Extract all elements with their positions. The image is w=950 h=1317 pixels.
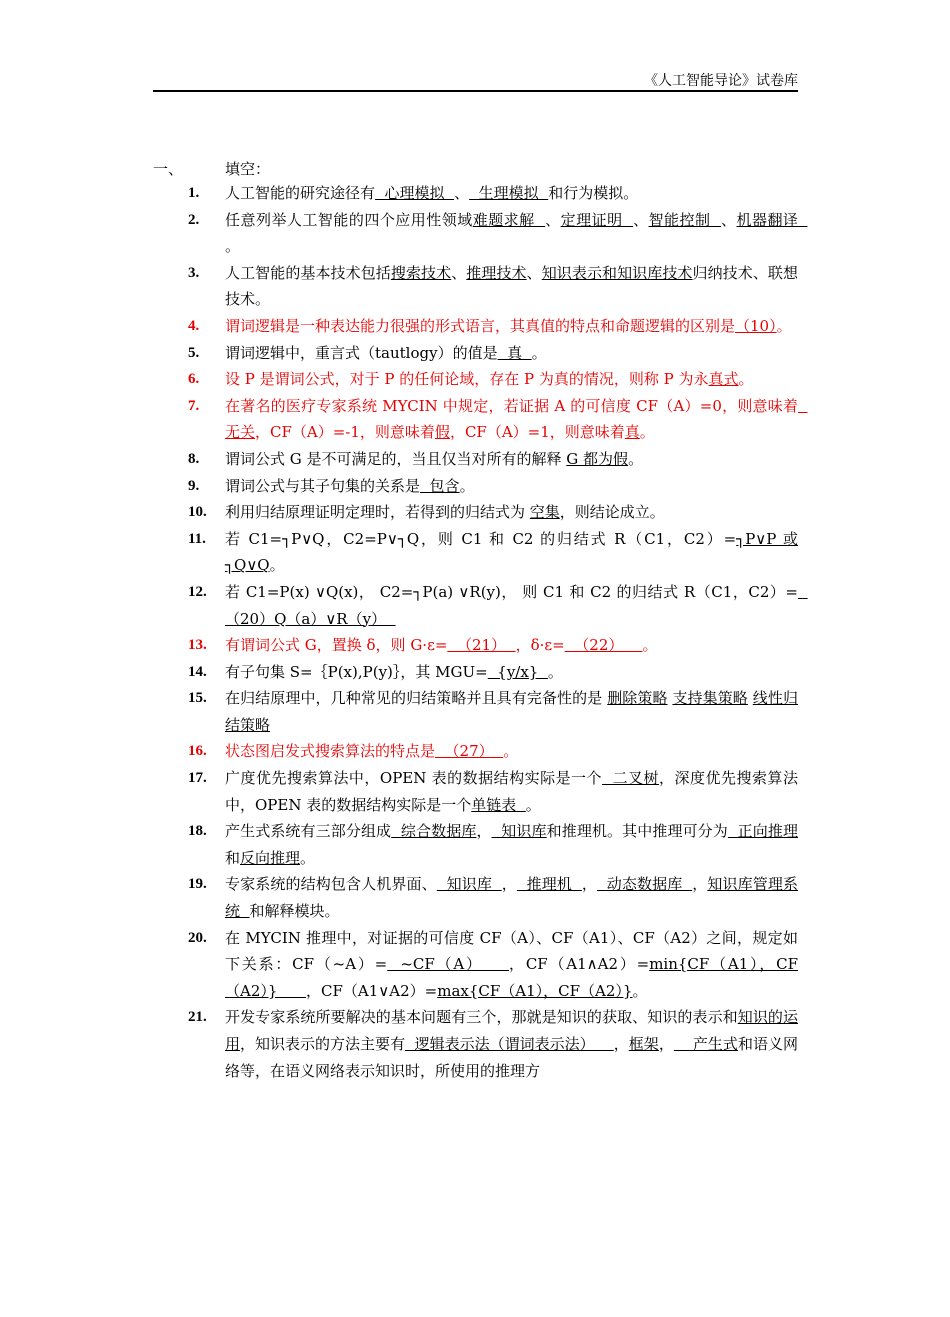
answer-blank: 综合数据库 (391, 822, 477, 841)
question-fragment: ，则结论成立。 (559, 503, 665, 522)
question-fragment: 谓词逻辑中，重言式（tautlogy）的值是 (225, 343, 498, 362)
question-number: 6. (188, 371, 200, 388)
question-text (225, 344, 547, 362)
question-text (225, 742, 518, 760)
question-fragment: 任意列举人工智能的四个应用性领域 (225, 210, 473, 229)
answer-blank: 搜索技术 (390, 263, 452, 282)
question-text (225, 875, 798, 920)
question-text (225, 636, 657, 654)
question-fragment: ，CF（A）=-1，则意味着 (255, 423, 435, 442)
question-item (153, 446, 798, 473)
question-fragment: 在著名的医疗专家系统 MYCIN 中规定，若证据 A 的可信度 CF（A）=0，则意味着 (225, 396, 798, 415)
question-number: 3. (188, 264, 200, 281)
question-fragment: 若 C1=P(x) ∨Q(x)， C2=┐P(a) ∨R(y)， 则 C1 和 C2 的归结式 R（C1，C2）= (225, 582, 798, 601)
question-fragment: ， (476, 822, 492, 841)
question-fragment: 归纳技术、联想技术。 (225, 263, 798, 309)
question-number: 17. (188, 770, 207, 787)
answer-blank: 知识库 (491, 822, 547, 841)
question-item (153, 340, 798, 367)
question-fragment: 。 (225, 237, 241, 256)
question-number: 10. (188, 504, 207, 521)
question-number: 8. (188, 450, 200, 467)
question-number: 18. (188, 823, 207, 840)
question-item (153, 738, 798, 765)
question-fragment: 。 (639, 423, 655, 442)
question-fragment: 开发专家系统所要解决的基本问题有三个，那就是知识的获取、知识的表示和 (225, 1008, 738, 1027)
question-fragment: 。 (632, 981, 648, 1000)
question-fragment: 。 (547, 662, 563, 681)
question-fragment: 若 C1=┐P∨Q，C2=P∨┐Q，则 C1 和 C2 的归结式 R（C1，C2）= (225, 529, 737, 548)
question-number: 4. (188, 317, 200, 334)
question-fragment: 。 (525, 795, 541, 814)
question-number: 15. (188, 690, 207, 707)
question-text (225, 1008, 798, 1079)
answer-blank: 删除策略 (607, 689, 668, 708)
answer-blank: 反向推理 (240, 848, 301, 867)
section-title: 填空： (225, 160, 271, 178)
question-fragment: 人工智能的研究途径有 (225, 184, 376, 202)
question-item (153, 685, 798, 738)
question-fragment: 、 (721, 210, 737, 229)
answer-blank: （27） (435, 742, 504, 761)
question-number: 19. (188, 876, 207, 893)
question-fragment: 。 (642, 636, 658, 655)
question-fragment: 、 (545, 210, 561, 229)
question-fragment: 有谓词公式 G，置换 δ，则 G·ε= (225, 636, 448, 655)
question-fragment: ， (581, 875, 597, 894)
question-number: 21. (188, 1009, 207, 1026)
question-number: 13. (188, 637, 207, 654)
question-item (153, 180, 798, 207)
question-fragment: ，CF（A）=1，则意味着 (449, 423, 625, 442)
answer-blank: 假 (434, 423, 450, 442)
question-item (153, 207, 808, 260)
question-text (225, 397, 808, 442)
question-fragment: 、 (454, 184, 470, 202)
question-fragment: 、 (633, 210, 649, 229)
question-item (153, 366, 798, 393)
question-text (225, 477, 475, 495)
answer-blank: 逻辑表示法（谓词表示法） (405, 1035, 614, 1053)
answer-blank: 推理技术 (466, 263, 527, 282)
question-item (153, 632, 798, 659)
question-fragment: 。 (776, 316, 792, 335)
question-text (225, 211, 807, 256)
question-text (225, 583, 808, 628)
question-fragment: 广度优先搜索算法中，OPEN 表的数据结构实际是一个 (225, 769, 603, 788)
question-item (153, 526, 798, 579)
question-text (225, 822, 798, 867)
question-fragment: 在 MYCIN 推理中，对证据的可信度 CF（A）、CF（A1）、CF（A2）之间，规定如下关系：CF（~A）= (225, 928, 798, 974)
answer-blank: （21） (447, 636, 516, 655)
answer-blank: 单链表 (471, 795, 526, 814)
answer-blank: 知识表示和知识库技术 (541, 263, 693, 282)
question-item (153, 871, 798, 924)
answer-blank: 心理模拟 (375, 184, 455, 202)
question-text (225, 317, 792, 335)
question-fragment: 。 (531, 343, 547, 362)
answer-blank: 二叉树 (602, 769, 660, 788)
answer-blank: 真 (497, 343, 532, 362)
answer-blank: {y/x} (487, 662, 548, 681)
question-fragment: ， (658, 1035, 674, 1053)
answer-blank: （10） (735, 316, 777, 335)
question-fragment: ，CF（A1∧A2）= (509, 955, 650, 974)
question-fragment: 和 (225, 848, 241, 867)
question-number: 1. (188, 185, 200, 201)
answer-blank: G 都为假 (566, 449, 629, 468)
question-number: 12. (188, 583, 207, 600)
question-fragment: 、 (451, 263, 467, 282)
answer-blank: 知识库 (436, 875, 502, 894)
question-fragment: 和解释模块。 (249, 902, 340, 921)
question-fragment: ， (692, 875, 708, 894)
question-list (153, 180, 808, 1084)
answer-blank: 线性归结策略 (225, 689, 798, 734)
question-item (153, 579, 808, 632)
question-fragment: 。 (300, 848, 316, 867)
answer-blank: （22） (564, 636, 643, 655)
question-item (153, 818, 798, 871)
question-text (225, 370, 754, 388)
answer-blank: 支持集策略 (672, 689, 748, 708)
question-fragment: 。 (269, 556, 285, 575)
answer-blank: 定理证明 (560, 210, 634, 229)
question-fragment: 利用归结原理证明定理时，若得到的归结式为 (225, 503, 530, 522)
answer-blank: ~CF（A） (387, 955, 510, 974)
question-item (153, 925, 798, 1005)
question-text (225, 929, 798, 1000)
answer-blank: 真 (624, 423, 640, 442)
question-item (153, 313, 798, 340)
answer-blank: 知识的运用 (225, 1008, 798, 1053)
question-number: 20. (188, 929, 207, 946)
answer-blank: 无关 (225, 396, 808, 442)
answer-blank: 产生式 (673, 1035, 738, 1053)
answer-blank: 难题求解 (472, 210, 546, 229)
answer-blank: （20）Q（a）∨R（y） (225, 582, 808, 628)
question-number: 2. (188, 211, 200, 228)
question-fragment: 设 P 是谓词公式，对于 P 的任何论域，存在 P 为真的情况，则称 P 为永 (225, 370, 709, 389)
question-item (153, 260, 798, 313)
header-rule (153, 90, 798, 92)
question-fragment: ，CF（A1∨A2）= (306, 981, 438, 1000)
question-text (225, 769, 798, 814)
question-fragment: 。 (628, 449, 644, 468)
answer-blank: 真式 (708, 370, 739, 389)
question-text (225, 530, 798, 575)
question-fragment: 产生式系统有三部分组成 (225, 822, 392, 841)
section-heading (153, 159, 270, 179)
answer-blank: min{CF（A1），CF（A2）} (225, 955, 799, 1000)
question-fragment: 谓词公式与其子句集的关系是 (225, 476, 421, 495)
question-fragment: 有子句集 S=｛P(x),P(y)｝，其 MGU= (225, 662, 488, 681)
question-fragment: ，深度优先搜索算法中，OPEN 表的数据结构实际是一个 (225, 769, 798, 814)
question-item (153, 765, 798, 818)
answer-blank: ┐P∨P 或┐Q∨Q (225, 529, 798, 575)
question-number: 16. (188, 743, 207, 760)
question-text (225, 663, 563, 681)
question-fragment: 。 (503, 742, 519, 761)
question-fragment: ，知识表示的方法主要有 (240, 1035, 406, 1053)
question-fragment: 在归结原理中，几种常见的归结策略并且具有完备性的是 (225, 689, 608, 708)
question-fragment: 专家系统的结构包含人机界面、 (225, 875, 437, 894)
question-text (225, 264, 798, 309)
question-number: 7. (188, 397, 200, 414)
question-number: 14. (188, 663, 207, 680)
question-text (225, 503, 665, 521)
question-fragment: 谓词公式 G 是不可满足的，当且仅当对所有的解释 (225, 449, 567, 468)
question-item (153, 499, 798, 526)
question-number: 11. (188, 530, 206, 547)
section-number: 一、 (153, 160, 184, 178)
question-number: 5. (188, 344, 200, 361)
question-fragment: 、 (526, 263, 542, 282)
answer-blank: 动态数据库 (597, 875, 693, 894)
question-item (153, 659, 798, 686)
question-fragment: 状态图启发式搜索算法的特点是 (225, 742, 436, 761)
question-fragment: 和语义网络等，在语义网络表示知识时，所使用的推理方 (225, 1035, 798, 1080)
question-fragment: 和行为模拟。 (548, 184, 639, 202)
question-fragment: 谓词逻辑是一种表达能力很强的形式语言，其真值的特点和命题逻辑的区别是 (225, 316, 736, 335)
question-fragment: 。 (459, 476, 475, 495)
answer-blank: 知识库管理系统 (225, 875, 798, 921)
answer-blank: max{CF（A1），CF（A2）} (437, 981, 633, 1000)
question-fragment: 和推理机。其中推理可分为 (546, 822, 728, 841)
question-fragment: ，δ·ε= (515, 636, 565, 655)
question-item (153, 393, 808, 446)
question-text (225, 450, 643, 468)
question-fragment: 。 (738, 370, 754, 389)
answer-blank: 生理模拟 (469, 184, 549, 202)
answer-blank: 机器翻译 (736, 210, 808, 229)
question-text (225, 689, 798, 734)
answer-blank: 空集 (529, 503, 560, 522)
answer-blank: 正向推理 (727, 822, 798, 841)
answer-blank: 框架 (628, 1035, 659, 1053)
question-item (153, 473, 798, 500)
question-number: 9. (188, 477, 200, 494)
running-header: 《人工智能导论》试卷库 (644, 73, 798, 89)
question-text (225, 184, 638, 202)
answer-blank: 包含 (420, 476, 460, 495)
answer-blank: 推理机 (516, 875, 582, 894)
question-fragment: ， (501, 875, 517, 894)
question-fragment: ， (613, 1035, 629, 1053)
question-item (153, 1004, 798, 1084)
answer-blank: 智能控制 (648, 210, 721, 229)
question-fragment: 人工智能的基本技术包括 (225, 263, 391, 282)
